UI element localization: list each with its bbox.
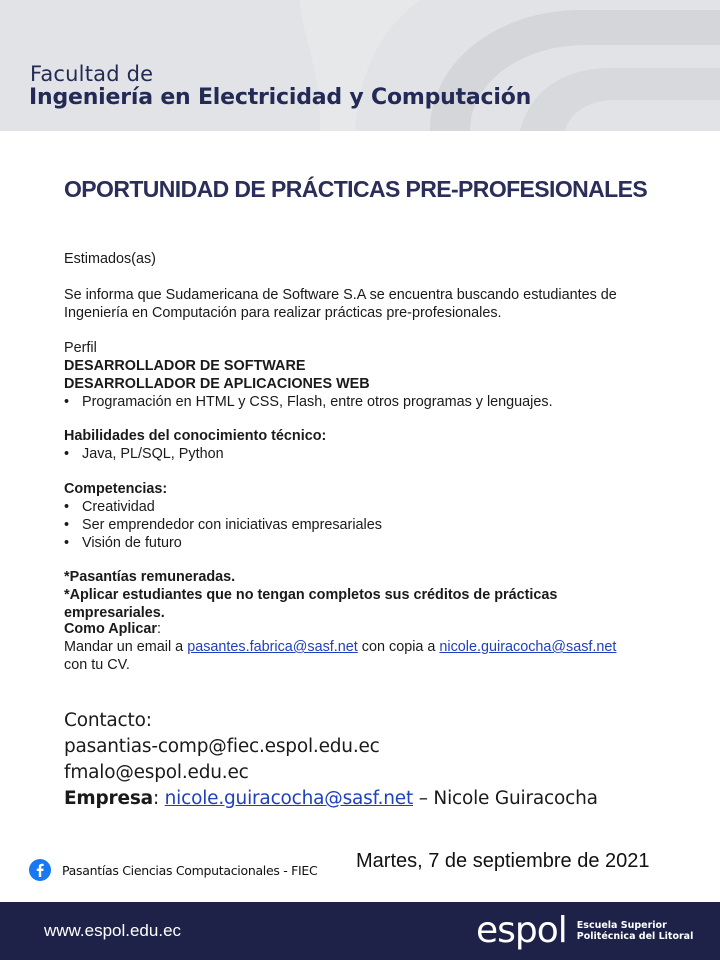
- publication-date: Martes, 7 de septiembre de 2021: [356, 850, 650, 872]
- competency-1: Creatividad: [82, 499, 155, 515]
- intro-paragraph: [64, 286, 654, 322]
- note-eligibility: *Aplicar estudiantes que no tengan completos sus créditos de prácticas empresariales.: [64, 587, 558, 621]
- espol-tagline-line-1: Escuela Superior: [576, 919, 667, 931]
- contact-email-1: pasantias-comp@fiec.espol.edu.ec: [64, 736, 380, 757]
- apply-text-after: con tu CV.: [64, 657, 130, 673]
- page-title: OPORTUNIDAD DE PRÁCTICAS PRE-PROFESIONALES: [64, 176, 648, 202]
- company-person: – Nicole Guiracocha: [413, 788, 598, 809]
- list-item: • Programación en HTML y CSS, Flash, entre otros programas y lenguajes.: [64, 394, 553, 410]
- faculty-line-1: Facultad de: [30, 62, 154, 86]
- apply-colon: :: [157, 621, 162, 637]
- competencies-section: [64, 480, 654, 552]
- footer-bar: [0, 902, 720, 960]
- competencies-heading: Competencias:: [64, 481, 168, 497]
- apply-section: [64, 620, 654, 674]
- facebook-page-link[interactable]: [29, 859, 317, 881]
- facebook-page-name: Pasantías Ciencias Computacionales - FIEC: [62, 862, 318, 878]
- list-item: • Visión de futuro: [64, 535, 182, 551]
- apply-text-before: Mandar un email a: [64, 639, 188, 655]
- greeting-text: Estimados(as): [64, 251, 156, 267]
- profile-section: [64, 339, 654, 411]
- espol-logo: [476, 910, 693, 951]
- footer-url[interactable]: www.espol.edu.ec: [44, 921, 182, 940]
- contact-email-2: fmalo@espol.edu.ec: [64, 762, 249, 783]
- apply-email-link-1[interactable]: pasantes.fabrica@sasf.net: [187, 639, 358, 655]
- list-item: • Ser emprendedor con iniciativas empresariales: [64, 517, 382, 533]
- company-email-link[interactable]: nicole.guiracocha@sasf.net: [164, 788, 414, 809]
- intro-text: Se informa que Sudamericana de Software S.A se encuentra buscando estudiantes de Ingeniería en Computación para realizar prácticas pre-profesionales.: [64, 287, 617, 321]
- skills-bullet-1: Java, PL/SQL, Python: [82, 446, 224, 462]
- apply-heading: Como Aplicar: [64, 621, 158, 637]
- contact-label: Contacto:: [64, 710, 152, 731]
- profile-role-1: DESARROLLADOR DE SOFTWARE: [64, 358, 306, 374]
- company-label: Empresa: [64, 788, 153, 809]
- profile-bullet-1: Programación en HTML y CSS, Flash, entre otros programas y lenguajes.: [82, 394, 553, 410]
- profile-role-2: DESARROLLADOR DE APLICACIONES WEB: [64, 376, 370, 392]
- note-paid: *Pasantías remuneradas.: [64, 569, 236, 585]
- faculty-line-2: Ingeniería en Electricidad y Computación: [29, 85, 532, 110]
- header-banner: [0, 0, 720, 131]
- profile-label: Perfil: [64, 340, 97, 356]
- contact-section: [64, 708, 598, 812]
- greeting: [64, 250, 654, 268]
- espol-tagline-line-2: Politécnica del Litoral: [576, 930, 694, 942]
- list-item: • Java, PL/SQL, Python: [64, 446, 224, 462]
- company-colon: :: [152, 788, 165, 809]
- competency-3: Visión de futuro: [82, 535, 182, 551]
- skills-section: [64, 427, 654, 463]
- espol-logo-tagline: [577, 920, 694, 942]
- skills-heading: Habilidades del conocimiento técnico:: [64, 428, 327, 444]
- espol-logo-word: espol: [476, 910, 567, 951]
- notes-section: [64, 568, 654, 622]
- list-item: • Creatividad: [64, 499, 155, 515]
- competency-2: Ser emprendedor con iniciativas empresariales: [82, 517, 382, 533]
- apply-email-link-2[interactable]: nicole.guiracocha@sasf.net: [439, 639, 617, 655]
- apply-text-middle: con copia a: [357, 639, 440, 655]
- facebook-icon: [29, 859, 51, 881]
